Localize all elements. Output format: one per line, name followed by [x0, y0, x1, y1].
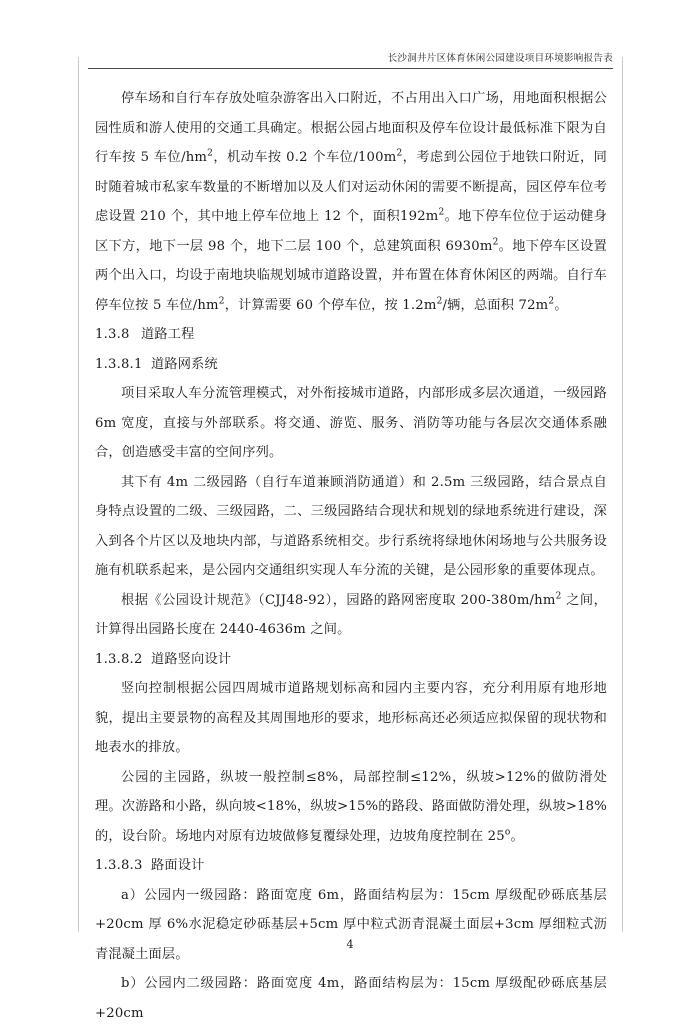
paragraph-road-1: 项目采取人车分流管理模式，对外衔接城市道路，内部形成多层次通道，一级园路 6m 宽度，直接与外部联系。将交通、游览、服务、消防等功能与各层次交通体系融合，创造感受丰富的空间序列。 [95, 386, 607, 460]
running-header: 长沙洞井片区体育休闲公园建设项目环境影响报告表 [387, 53, 613, 64]
heading-1-3-8-2 [95, 645, 607, 675]
heading-number: 1.3.8.1 [95, 356, 143, 372]
paragraph-pavement-b: b）公园内二级园路：路面宽度 4m，路面结构层为：15cm 厚级配砂砾底基层+20cm [95, 976, 607, 1021]
page-number: 4 [346, 938, 354, 951]
page-content [95, 84, 607, 1028]
heading-1-3-8-1 [95, 350, 607, 380]
heading-1-3-8-3 [95, 851, 607, 881]
heading-text: 道路网系统 [151, 356, 218, 372]
paragraph-vertical-2: 公园的主园路，纵坡一般控制≤8%，局部控制≤12%，纵坡>12%的做防滑处理。次游路和小路，纵向坡<18%，纵坡>15%的路段、路面做防滑处理，纵坡>18%的，设台阶。场地内对原有边坡做修复覆绿处理，边坡角度控制在 25$^o$。 [95, 769, 607, 844]
heading-text: 道路工程 [141, 327, 195, 342]
paragraph-pavement-a: a）公园内一级园路：路面宽度 6m，路面结构层为：15cm 厚级配砂砾底基层+20cm 厚 6%水泥稳定砂砾基层+5cm 厚中粒式沥青混凝土面层+3cm 厚细粒式沥青混凝土面层。 [95, 887, 607, 962]
heading-text: 道路竖向设计 [151, 651, 232, 667]
paragraph-road-2: 其下有 4m 二级园路（自行车道兼顾消防通道）和 2.5m 三级园路，结合景点自身特点设置的二级、三级园路，二、三级园路结合现状和规划的绿地系统进行建设，深入到各个片区以及地块内部，与道路系统相交。步行系统将绿地休闲场地与公共服务设施有机联系起来，是公园内交通组织实现人车分流的关键，是公园形象的重要体现点。 [95, 474, 607, 578]
heading-number: 1.3.8 [95, 327, 130, 342]
heading-text: 路面设计 [151, 858, 205, 873]
heading-1-3-8 [95, 320, 607, 350]
heading-number: 1.3.8.3 [95, 858, 143, 873]
paragraph-parking: 停车场和自行车存放处喧杂游客出入口附近，不占用出入口广场，用地面积根据公园性质和游人使用的交通工具确定。根据公园占地面积及停车位设计最低标准下限为自行车按 5 车位$/hm^2$，机动车按 0.2 个车位$/100m^2$，考虑到公园位于地铁口附近，同时随着城市私家车数量的不断增加以及人们对运动休闲的需要不断提高，园区停车位考虑设置 210 个，其中地上停车位地上 12 个，面积$192m^2$。地下停车位位于运动健身区下方，地下一层 98 个，地下二层 100 个，总建筑面积 $6930m^2$。地下停车区设置两个出入口，均设于南地块临规划城市道路设置，并布置在体育休闲区的两端。自行车停车位按 5 车位$/hm^2$，计算需要 60 个停车位，按 $1.2m^2/$辆，总面积 $72m^2$。 [95, 91, 608, 313]
paragraph-vertical-1: 竖向控制根据公园四周城市道路规划标高和园内主要内容，充分利用原有地形地貌，提出主要景物的高程及其周围地形的要求，地形标高还必须适应拟保留的现状物和地表水的排放。 [95, 681, 607, 755]
header-divider [88, 68, 613, 69]
heading-number: 1.3.8.2 [95, 651, 143, 667]
paragraph-road-3: 根据《公园设计规范》（CJJ48-92），园路的路网密度取 $200-380m/hm^2$ 之间，计算得出园路长度在 2440-4636m 之间。 [95, 591, 607, 637]
